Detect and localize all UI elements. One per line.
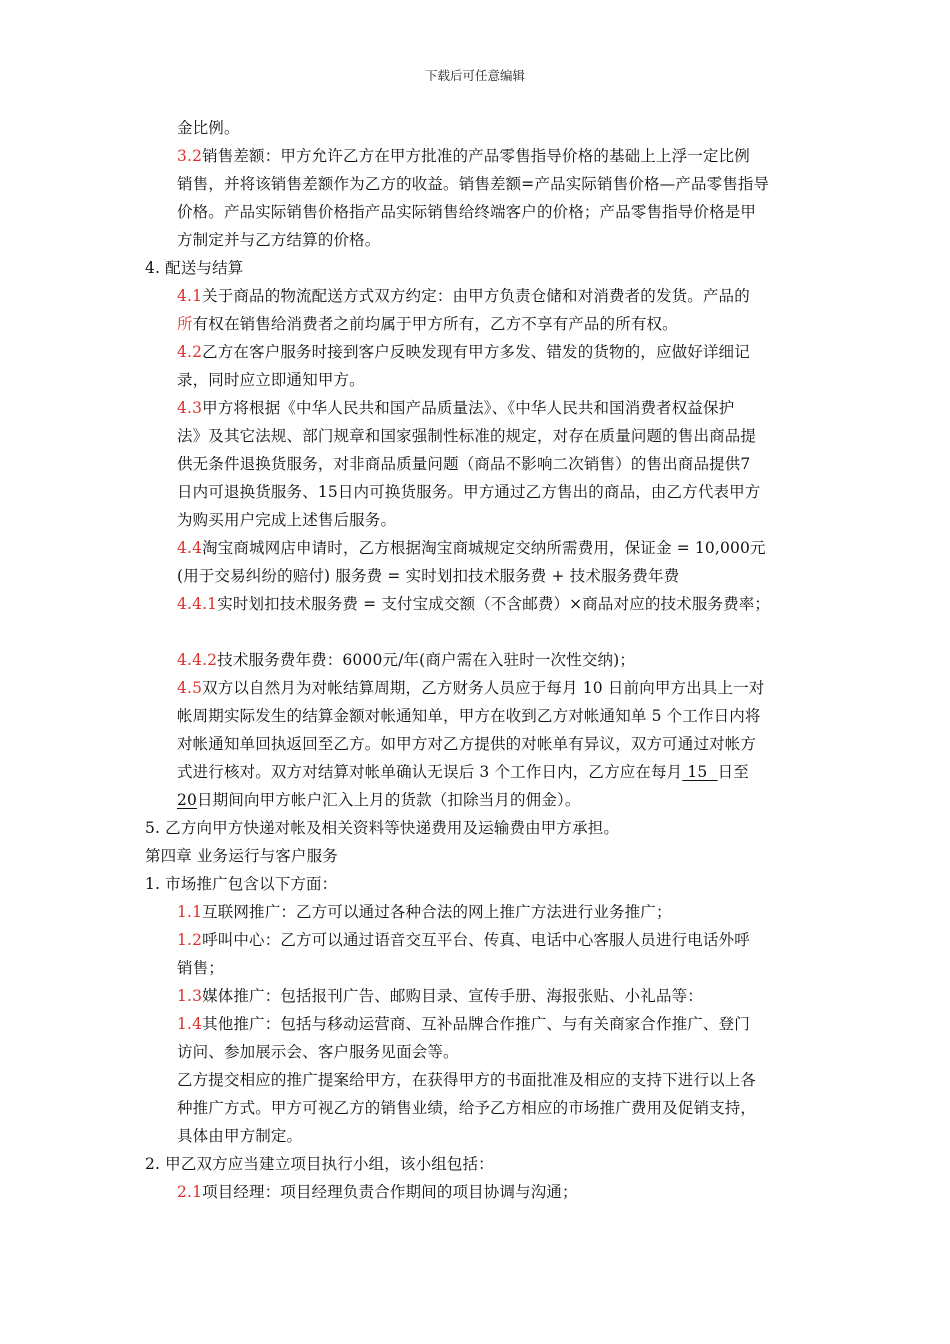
- blank-field: 20: [177, 791, 198, 809]
- clause-number: 4.3: [177, 399, 203, 417]
- text-line: 金比例。: [177, 119, 240, 137]
- text-line: 种推广方式。甲方可视乙方的销售业绩，给予乙方相应的市场推广费用及促销支持，: [177, 1099, 757, 1117]
- text-line: 访问、参加展示会、客户服务见面会等。: [177, 1043, 459, 1061]
- clause-1-4: 1.4其他推广：包括与移动运营商、互补品牌合作推广、与有关商家合作推广、登门: [177, 1015, 750, 1033]
- clause-4-3: 4.3甲方将根据《中华人民共和国产品质量法》、《中华人民共和国消费者权益保护: [177, 399, 735, 417]
- clause-number: 1.2: [177, 931, 203, 949]
- text-line: 乙方提交相应的推广提案给甲方，在获得甲方的书面批准及相应的支持下进行以上各: [177, 1071, 757, 1089]
- text-line: 销售；: [177, 959, 224, 977]
- text-line: 方制定并与乙方结算的价格。: [177, 231, 381, 249]
- text-line: 式进行核对。双方对结算对帐单确认无误后 3 个工作日内，乙方应在每月 15 日至: [177, 763, 749, 781]
- section-heading: 1. 市场推广包含以下方面：: [145, 875, 338, 893]
- clause-number: 4.4.1: [177, 595, 218, 613]
- text-line: 供无条件退换货服务，对非商品质量问题（商品不影响二次销售）的售出商品提供7: [177, 455, 751, 473]
- blank-field: 15: [682, 763, 718, 781]
- clause-number: 4.2: [177, 343, 203, 361]
- clause-4-2: 4.2乙方在客户服务时接到客户反映发现有甲方多发、错发的货物的，应做好详细记: [177, 343, 750, 361]
- clause-number: 4.5: [177, 679, 203, 697]
- clause-2-1: 2.1项目经理：项目经理负责合作期间的项目协调与沟通；: [177, 1183, 578, 1201]
- text-line: 具体由甲方制定。: [177, 1127, 303, 1145]
- clause-number: 4.1: [177, 287, 203, 305]
- section-heading: 5. 乙方向甲方快递对帐及相关资料等快递费用及运输费由甲方承担。: [145, 819, 620, 837]
- text-line: 帐周期实际发生的结算金额对帐通知单，甲方在收到乙方对帐通知单 5 个工作日内将: [177, 707, 761, 725]
- clause-3-2: 3.2销售差额：甲方允许乙方在甲方批准的产品零售指导价格的基础上上浮一定比例: [177, 147, 750, 165]
- clause-number: 4.4.2: [177, 651, 218, 669]
- clause-number: 3.2: [177, 147, 203, 165]
- text-line: 价格。产品实际销售价格指产品实际销售给终端客户的价格；产品零售指导价格是甲: [177, 203, 757, 221]
- text-line: 日内可退换货服务、15日内可换货服务。甲方通过乙方售出的商品，由乙方代表甲方: [177, 483, 761, 501]
- clause-4-4-2: 4.4.2技术服务费年费：6000元/年(商户需在入驻时一次性交纳)；: [177, 651, 635, 669]
- clause-number: 1.1: [177, 903, 203, 921]
- clause-4-5: 4.5双方以自然月为对帐结算周期，乙方财务人员应于每月 10 日前向甲方出具上一对: [177, 679, 765, 697]
- chapter-heading: 第四章 业务运行与客户服务: [145, 847, 338, 865]
- text-line: 法》及其它法规、部门规章和国家强制性标准的规定，对存在质量问题的售出商品提: [177, 427, 757, 445]
- clause-4-4-1: 4.4.1实时划扣技术服务费 = 支付宝成交额（不含邮费）×商品对应的技术服务费率；: [177, 595, 771, 613]
- clause-number: 4.4: [177, 539, 203, 557]
- text-line: 20日期间向甲方帐户汇入上月的货款（扣除当月的佣金）。: [177, 791, 581, 809]
- text-line: (用于交易纠纷的赔付) 服务费 = 实时划扣技术服务费 + 技术服务费年费: [177, 567, 680, 585]
- clause-1-3: 1.3媒体推广：包括报刊广告、邮购目录、宣传手册、海报张贴、小礼品等：: [177, 987, 703, 1005]
- text-line: 为购买用户完成上述售后服务。: [177, 511, 397, 529]
- clause-4-4: 4.4淘宝商城网店申请时，乙方根据淘宝商城规定交纳所需费用，保证金 = 10,000元: [177, 539, 766, 557]
- clause-number: 1.4: [177, 1015, 203, 1033]
- clause-number: 2.1: [177, 1183, 203, 1201]
- clause-4-1: 4.1关于商品的物流配送方式双方约定：由甲方负责仓储和对消费者的发货。产品的: [177, 287, 750, 305]
- text-line: 销售，并将该销售差额作为乙方的收益。销售差额=产品实际销售价格—产品零售指导: [177, 175, 770, 193]
- page-header: 下载后可任意编辑: [424, 68, 525, 83]
- clause-1-1: 1.1互联网推广：乙方可以通过各种合法的网上推广方法进行业务推广；: [177, 903, 672, 921]
- clause-1-2: 1.2呼叫中心：乙方可以通过语音交互平台、传真、电话中心客服人员进行电话外呼: [177, 931, 750, 949]
- section-heading: 2. 甲乙双方应当建立项目执行小组，该小组包括：: [145, 1155, 494, 1173]
- section-heading: 4. 配送与结算: [145, 259, 244, 277]
- clause-number: 1.3: [177, 987, 203, 1005]
- text-line: 录，同时应立即通知甲方。: [177, 371, 365, 389]
- text-line: 对帐通知单回执返回至乙方。如甲方对乙方提供的对帐单有异议，双方可通过对帐方: [177, 735, 757, 753]
- text-line: 所有权在销售给消费者之前均属于甲方所有，乙方不享有产品的所有权。: [177, 315, 678, 333]
